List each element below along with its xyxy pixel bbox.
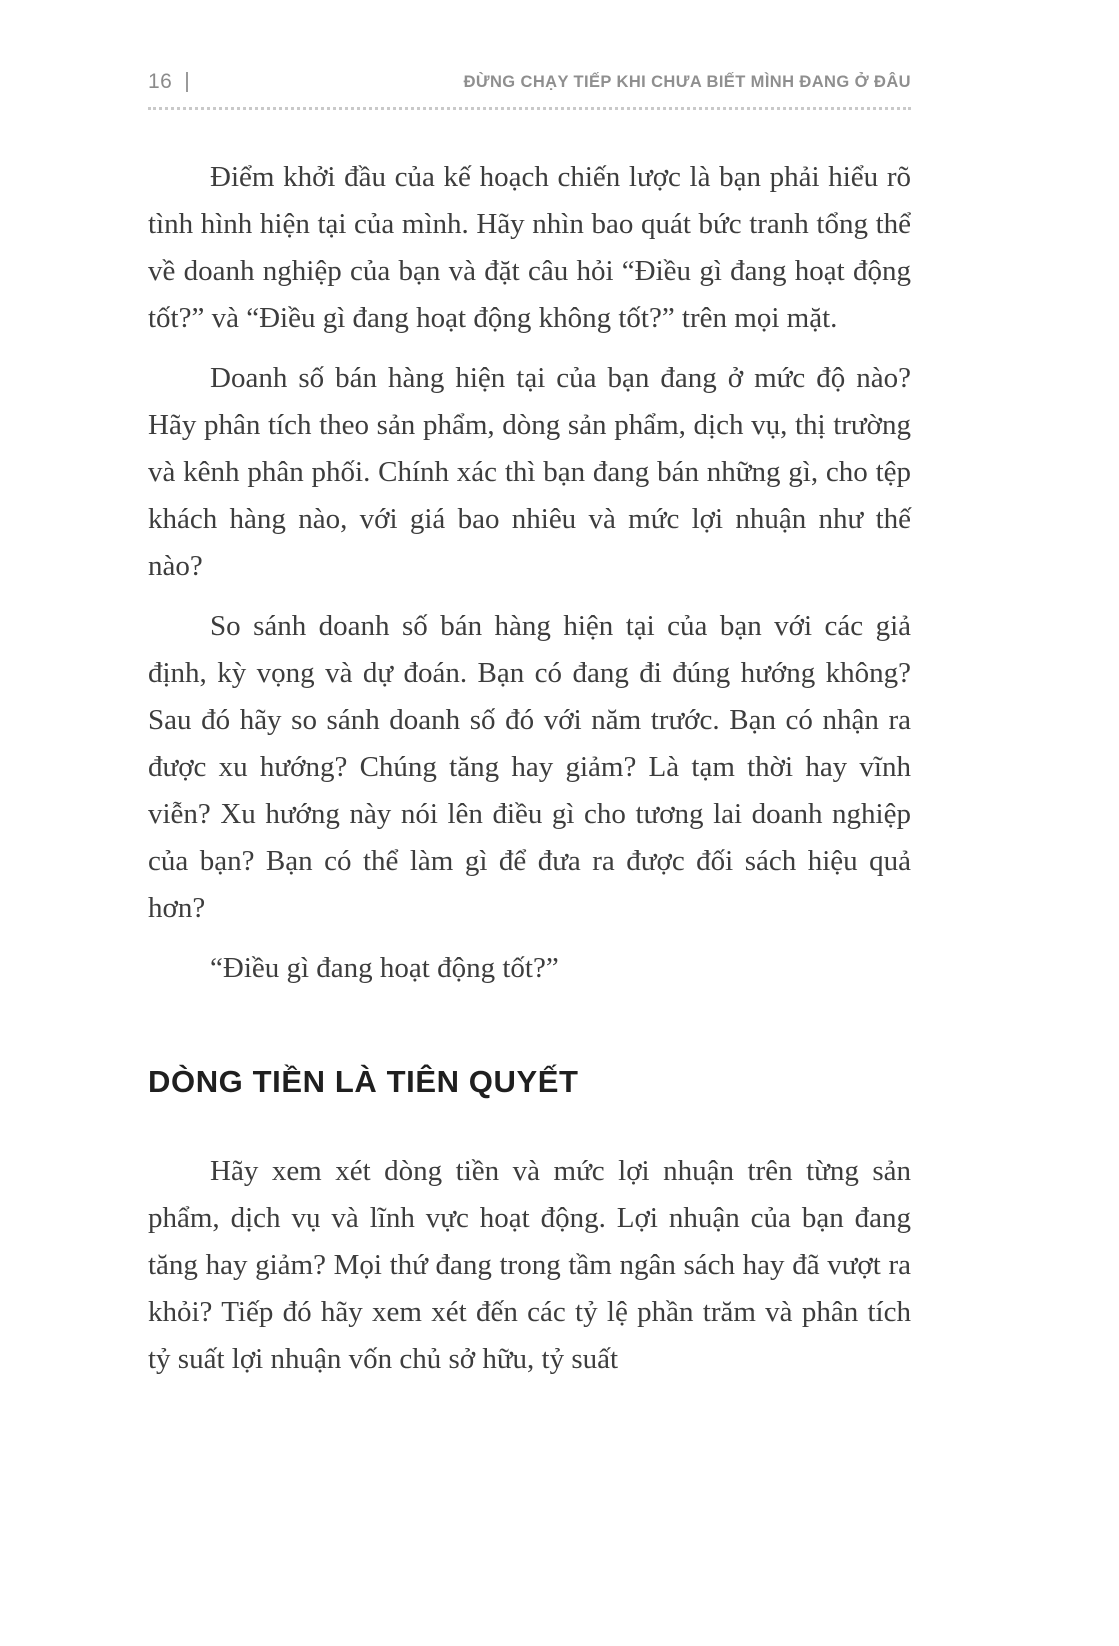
header-left	[148, 70, 188, 94]
page-number-divider	[186, 72, 188, 92]
paragraph: Doanh số bán hàng hiện tại của bạn đang ở mức độ nào? Hãy phân tích theo sản phẩm, dòng sản phẩm, dịch vụ, thị trường và kênh phân phối. Chính xác thì bạn đang bán những gì, cho tệp khách hàng nào, với giá bao nhiêu và mức lợi nhuận như thế nào?	[148, 362, 911, 582]
header-rule	[148, 107, 911, 110]
page-header	[148, 70, 911, 110]
paragraph: Hãy xem xét dòng tiền và mức lợi nhuận trên từng sản phẩm, dịch vụ và lĩnh vực hoạt động. Lợi nhuận của bạn đang tăng hay giảm? Mọi thứ đang trong tầm ngân sách hay đã vượt ra khỏi? Tiếp đó hãy xem xét đến các tỷ lệ phần trăm và phân tích tỷ suất lợi nhuận vốn chủ sở hữu, tỷ suất	[148, 1155, 911, 1375]
page-body	[148, 154, 911, 1383]
running-header-title: ĐỪNG CHẠY TIẾP KHI CHƯA BIẾT MÌNH ĐANG Ở ĐÂU	[463, 72, 911, 91]
header-row	[148, 70, 911, 94]
page-number: 16	[148, 70, 173, 93]
paragraph: So sánh doanh số bán hàng hiện tại của bạn với các giả định, kỳ vọng và dự đoán. Bạn có đang đi đúng hướng không? Sau đó hãy so sánh doanh số đó với năm trước. Bạn có nhận ra được xu hướng? Chúng tăng hay giảm? Là tạm thời hay vĩnh viễn? Xu hướng này nói lên điều gì cho tương lai doanh nghiệp của bạn? Bạn có thể làm gì để đưa ra được đối sách hiệu quả hơn?	[148, 610, 911, 924]
section-heading: DÒNG TIỀN LÀ TIÊN QUYẾT	[148, 1064, 579, 1099]
paragraph: Điểm khởi đầu của kế hoạch chiến lược là bạn phải hiểu rõ tình hình hiện tại của mình. Hãy nhìn bao quát bức tranh tổng thể về doanh nghiệp của bạn và đặt câu hỏi “Điều gì đang hoạt động tốt?” và “Điều gì đang hoạt động không tốt?” trên mọi mặt.	[148, 161, 911, 334]
quote-line: “Điều gì đang hoạt động tốt?”	[210, 952, 559, 984]
